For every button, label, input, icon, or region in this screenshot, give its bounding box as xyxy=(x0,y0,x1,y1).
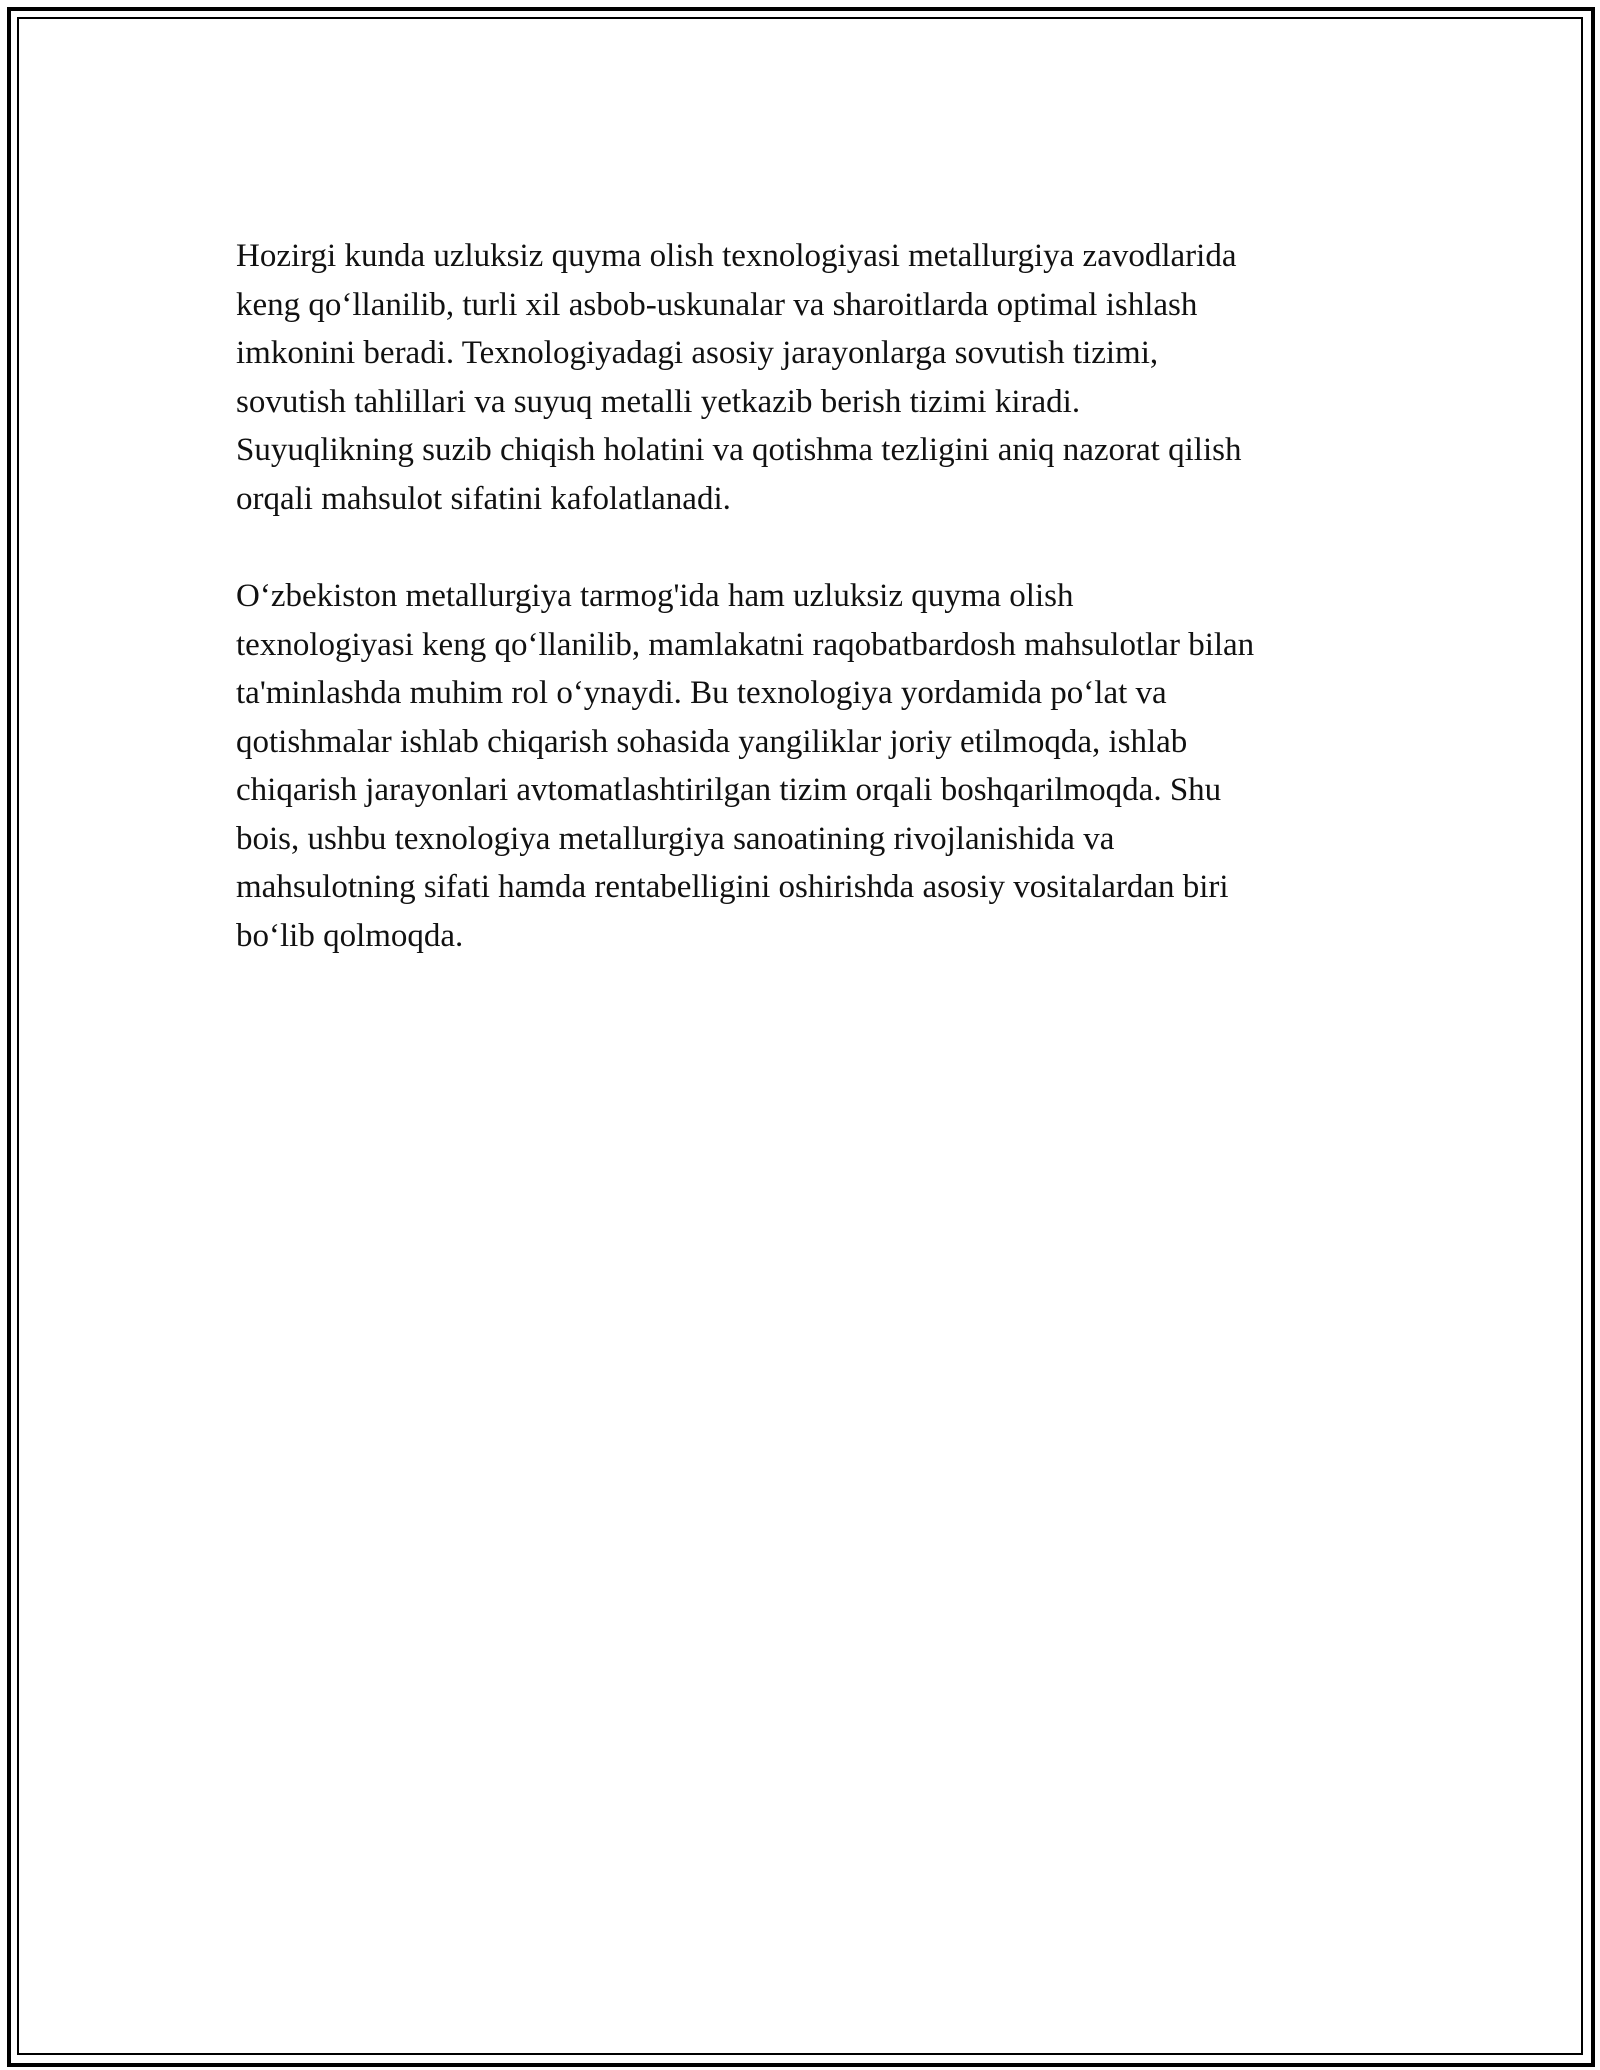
paragraph-line: qotishmalar ishlab chiqarish sohasida yangiliklar joriy etilmoqda, ishlab xyxy=(236,723,1188,760)
paragraph-line: sovutish tahlillari va suyuq metalli yetkazib berish tizimi kiradi. xyxy=(236,383,1081,420)
paragraph-line: Hozirgi kunda uzluksiz quyma olish texnologiyasi metallurgiya zavodlarida xyxy=(236,238,1237,274)
paragraph-line: orqali mahsulot sifatini kafolatlanadi. xyxy=(236,480,731,517)
paragraph-line: imkonini beradi. Texnologiyadagi asosiy jarayonlarga sovutish tizimi, xyxy=(236,335,1159,371)
paragraph-line: O‘zbekiston metallurgiya tarmog'ida ham uzluksiz quyma olish xyxy=(236,578,1074,614)
paragraph-line: Suyuqlikning suzib chiqish holatini va qotishma tezligini aniq nazorat qilish xyxy=(236,432,1242,468)
paragraph-line: mahsulotning sifati hamda rentabelligini oshirishda asosiy vositalardan biri xyxy=(236,869,1229,905)
paragraph-line: texnologiyasi keng qo‘llanilib, mamlakatni raqobatbardosh mahsulotlar bilan xyxy=(236,626,1255,663)
paragraph-2 xyxy=(236,572,1386,960)
paragraph-1 xyxy=(236,232,1386,523)
paragraph-line: bo‘lib qolmoqda. xyxy=(236,917,464,954)
paragraph-line: chiqarish jarayonlari avtomatlashtirilgan tizim orqali boshqarilmoqda. Shu xyxy=(236,772,1222,808)
paragraph-line: ta'minlashda muhim rol o‘ynaydi. Bu texnologiya yordamida po‘lat va xyxy=(236,675,1167,711)
paragraph-line: bois, ushbu texnologiya metallurgiya sanoatining rivojlanishida va xyxy=(236,820,1115,857)
paragraph-line: keng qo‘llanilib, turli xil asbob-uskunalar va sharoitlarda optimal ishlash xyxy=(236,286,1198,323)
document-body xyxy=(236,232,1386,960)
